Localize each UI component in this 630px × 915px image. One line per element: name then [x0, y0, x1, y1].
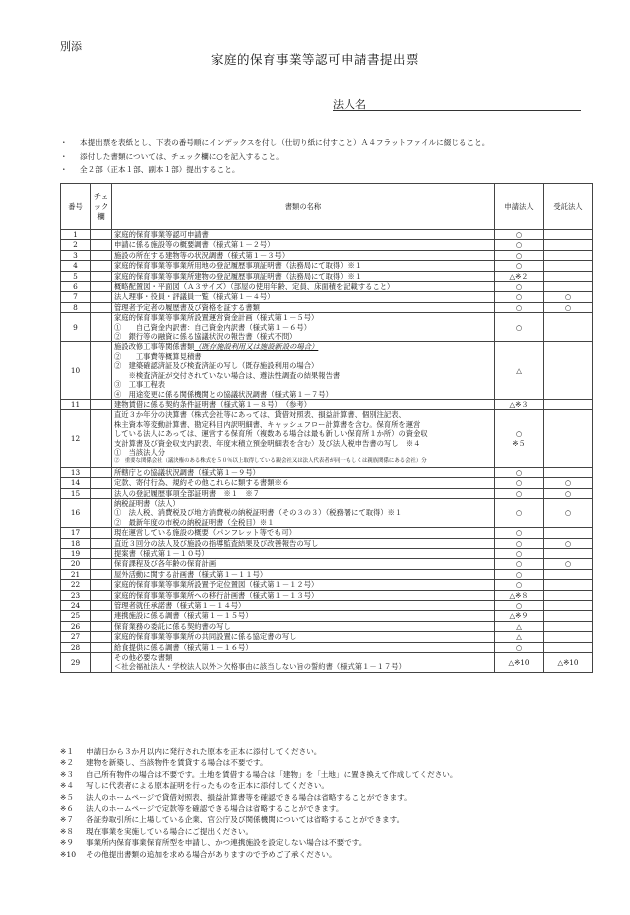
- table-row: [61, 653, 593, 673]
- table-row: [61, 580, 593, 590]
- row-number: 26: [61, 621, 91, 631]
- applicant-mark-value: ○: [515, 261, 523, 271]
- table-row: [61, 271, 593, 281]
- document-name: [112, 488, 495, 498]
- applicant-mark-value: △※10: [508, 657, 530, 667]
- footnote: [60, 769, 457, 780]
- instruction-item: ・ 添付した書類については、チェック欄に○を記入すること。: [60, 150, 489, 164]
- applicant-mark: [495, 653, 544, 673]
- footnote-key: ※９: [60, 838, 74, 848]
- receiver-mark: [544, 282, 593, 292]
- document-name-line: 家庭的保育事業等事業所用地の登記履歴事項証明書（法務局にて取得）※１: [114, 261, 363, 271]
- applicant-mark-value: ○: [515, 250, 523, 260]
- header-receiver: 受託法人: [544, 184, 593, 230]
- table-row: [61, 590, 593, 600]
- footnote-text: 現在事業を実施している場合にご提出ください。: [86, 826, 254, 836]
- check-cell[interactable]: [91, 282, 112, 292]
- document-name-line: している法人にあっては、運営する保育所（複数ある場合は最も新しい保育所１か所）の資金収: [114, 429, 428, 439]
- footnote: [60, 826, 457, 837]
- header-check: チェック欄: [91, 184, 112, 230]
- document-name: [112, 580, 495, 590]
- document-name: [112, 271, 495, 281]
- bullet-icon: ・: [60, 165, 68, 174]
- document-name: [112, 313, 495, 342]
- footnote-text: 法人のホームページで定款等を確認できる場合は省略することができます。: [86, 804, 344, 814]
- table-row: [61, 261, 593, 271]
- table-row: [61, 559, 593, 569]
- applicant-mark-value: ○: [515, 429, 523, 439]
- row-number: 20: [61, 559, 91, 569]
- applicant-mark-value: △: [516, 365, 522, 375]
- receiver-mark: ○: [544, 478, 593, 488]
- applicant-mark: [495, 302, 544, 312]
- check-cell[interactable]: [91, 399, 112, 409]
- check-cell[interactable]: [91, 302, 112, 312]
- footnote: [60, 746, 457, 757]
- check-cell[interactable]: [91, 580, 112, 590]
- receiver-mark: [544, 399, 593, 409]
- document-name: [112, 601, 495, 611]
- applicant-mark-value: ○: [515, 478, 523, 488]
- document-name-line: 家庭的保育事業等事業所の共同設置に係る協定書の写し: [114, 632, 297, 642]
- receiver-mark: [544, 240, 593, 250]
- footnote-key: ※３: [60, 769, 74, 779]
- check-cell[interactable]: [91, 590, 112, 600]
- applicant-mark-note: ※５: [512, 438, 526, 448]
- footnote-key: ※５: [60, 792, 74, 802]
- table-row: [61, 611, 593, 621]
- receiver-mark: [544, 611, 593, 621]
- table-row: [61, 467, 593, 477]
- row-number: 4: [61, 261, 91, 271]
- bullet-icon: ・: [60, 151, 68, 161]
- applicant-mark-value: △※３: [509, 399, 529, 409]
- document-name: [112, 498, 495, 527]
- row-number: 7: [61, 292, 91, 302]
- row-number: 6: [61, 282, 91, 292]
- row-number: 15: [61, 488, 91, 498]
- check-cell[interactable]: [91, 271, 112, 281]
- row-number: 13: [61, 467, 91, 477]
- document-name-line: 建物賃借に係る契約条件証明書（様式第１－８号） （参考）: [114, 399, 312, 409]
- receiver-mark: [544, 580, 593, 590]
- table-row: [61, 632, 593, 642]
- receiver-mark: [544, 621, 593, 631]
- check-cell[interactable]: [91, 498, 112, 527]
- document-name: [112, 549, 495, 559]
- document-name-line: 保育課程及び各年齢の保育計画: [114, 559, 217, 569]
- applicant-mark: [495, 528, 544, 538]
- document-name: [112, 467, 495, 477]
- document-name-line: 支計算書及び資金収支内訳表、年度末積立預金明細表を含む）及び法人税申告書の写し ※４: [114, 438, 421, 448]
- footnote: [60, 757, 457, 768]
- footnote-key: ※７: [60, 815, 74, 825]
- corp-name-label: 法人名: [333, 98, 366, 111]
- document-name-line: 家庭的保育事業等認可申請書: [114, 230, 209, 239]
- table-row: [61, 342, 593, 399]
- document-name-line: ④ 用途変更に係る関係機関との協議状況調書（様式第１－７号）: [114, 389, 333, 399]
- check-cell[interactable]: [91, 632, 112, 642]
- applicant-mark: [495, 292, 544, 302]
- check-cell[interactable]: [91, 621, 112, 631]
- applicant-mark: [495, 478, 544, 488]
- applicant-mark: [495, 569, 544, 579]
- document-name-line: 直近３回分の法人及び施設の指導監査結果及び改善報告の写し: [114, 538, 319, 548]
- applicant-mark-value: ○: [515, 580, 523, 590]
- check-cell[interactable]: [91, 653, 112, 673]
- footnote-text: 写しに代表者による原本証明を行ったものを正本に添付してください。: [86, 781, 329, 791]
- table-row: [61, 399, 593, 409]
- receiver-mark: ○: [544, 559, 593, 569]
- check-cell[interactable]: [91, 240, 112, 250]
- check-cell[interactable]: [91, 538, 112, 548]
- receiver-mark: [544, 549, 593, 559]
- table-row: [61, 240, 593, 250]
- document-title: 家庭的保育事業等認可申請書提出票: [210, 52, 419, 67]
- document-name-line: ② 建築確認済証及び検査済証の写し（既存施設利用の場合）: [114, 361, 319, 371]
- footnote-key: ※８: [60, 826, 74, 836]
- document-name-line: 家庭的保育事業等事業所設置予定位置図（様式第１－１２号）: [114, 580, 319, 590]
- applicant-mark: [495, 410, 544, 467]
- applicant-mark: [495, 282, 544, 292]
- document-name-line: 所轄庁との協議状況調書（様式第１－９号）: [114, 467, 260, 477]
- document-name-line: 保育業務の委託に係る契約書の写し: [114, 621, 231, 631]
- applicant-mark: [495, 240, 544, 250]
- row-number: 3: [61, 250, 91, 260]
- document-name: [112, 538, 495, 548]
- document-name-line: 家庭的保育事業等事業所建物の登記履歴事項証明書（法務局にて取得）※１: [114, 271, 363, 281]
- document-name: [112, 611, 495, 621]
- applicant-mark-value: ○: [515, 467, 523, 477]
- table-row: [61, 498, 593, 527]
- check-cell[interactable]: [91, 342, 112, 399]
- applicant-mark: [495, 399, 544, 409]
- applicant-mark: [495, 488, 544, 498]
- row-number: 14: [61, 478, 91, 488]
- document-name-line: ① 当該法人分: [114, 447, 166, 457]
- document-name-line: 直近３か年分の決算書（株式会社等にあっては、貸借対照表、損益計算書、個別注記表、: [114, 410, 406, 420]
- applicant-mark: [495, 621, 544, 631]
- document-name-line: 施設改修工事等関係書類（既存施設利用又は施設新設の場合）: [114, 342, 319, 352]
- check-cell[interactable]: [91, 261, 112, 271]
- receiver-mark: [544, 342, 593, 399]
- applicant-mark-value: ○: [515, 569, 523, 579]
- document-name-line: 給食提供に係る調書（様式第１－１６号）: [114, 642, 253, 652]
- table-row: [61, 250, 593, 260]
- footnote-text: 申請日から３か月以内に発行された原本を正本に添付してください。: [86, 747, 322, 756]
- receiver-mark: ○: [544, 538, 593, 548]
- footnote-key: ※４: [60, 781, 74, 791]
- document-name: [112, 302, 495, 312]
- table-row: [61, 601, 593, 611]
- applicant-mark: [495, 642, 544, 652]
- row-number: 29: [61, 653, 91, 673]
- table-row: [61, 313, 593, 342]
- document-name: [112, 240, 495, 250]
- table-row: [61, 538, 593, 548]
- document-name-line: 株主資本等変動計算書、勘定科目内訳明細書、キャッシュフロー計算書を含む。保育所を運営: [114, 419, 421, 429]
- document-name: [112, 282, 495, 292]
- check-cell[interactable]: [91, 559, 112, 569]
- footnote: [60, 803, 457, 814]
- applicant-mark-value: ○: [515, 282, 523, 292]
- applicant-mark: [495, 632, 544, 642]
- document-name-line: 家庭的保育事業等事業所設置運営資金計画（様式第１－５号）: [114, 313, 319, 323]
- footnote: [60, 780, 457, 791]
- applicant-mark-value: ○: [515, 230, 523, 239]
- receiver-mark: ○: [544, 488, 593, 498]
- row-number: 19: [61, 549, 91, 559]
- table-row: [61, 549, 593, 559]
- bullet-icon: ・: [60, 138, 68, 147]
- document-name-line: 施設の所在する建物等の状況調書（様式第１－３号）: [114, 250, 290, 260]
- check-cell[interactable]: [91, 601, 112, 611]
- document-name: [112, 399, 495, 409]
- check-cell[interactable]: [91, 467, 112, 477]
- header-document-name: 書類の名称: [112, 184, 495, 230]
- applicant-mark-value: ○: [515, 292, 523, 302]
- underlined-note: （既存施設利用又は施設新設の場合）: [194, 342, 319, 352]
- document-name-line: 提案書（様式第１－１０号）: [114, 549, 209, 558]
- applicant-mark: [495, 611, 544, 621]
- footnote-text: 事業所内保育事業保育所型を申請し、かつ連携施設を設定しない場合は不要です。: [86, 838, 367, 848]
- header-applicant: 申請法人: [495, 184, 544, 230]
- receiver-mark: [544, 569, 593, 579]
- document-name-line: 屋外活動に関する計画書（様式第１－１１号）: [114, 569, 268, 579]
- receiver-mark: ○: [544, 292, 593, 302]
- receiver-mark: ○: [544, 498, 593, 527]
- document-name: [112, 250, 495, 260]
- check-cell[interactable]: [91, 250, 112, 260]
- applicant-mark-value: △: [516, 621, 522, 631]
- document-name-line: ① 法人税、消費税及び地方消費税の納税証明書（その３の３）（税務署にて取得）※１: [114, 508, 403, 518]
- row-number: 21: [61, 569, 91, 579]
- applicant-mark: [495, 590, 544, 600]
- applicant-mark-value: ○: [515, 322, 523, 332]
- row-number: 2: [61, 240, 91, 250]
- applicant-mark-value: ○: [515, 240, 523, 250]
- row-number: 16: [61, 498, 91, 527]
- document-name: [112, 528, 495, 538]
- applicant-mark-value: △※２: [509, 271, 529, 281]
- footnote-text: 法人のホームページで貸借対照表、損益計算書等を確認できる場合は省略することができます。: [86, 792, 412, 802]
- row-number: 27: [61, 632, 91, 642]
- document-name-line: ＜社会福祉法人・学校法人以外＞欠格事由に該当しない旨の誓約書（様式第１－１７号）: [114, 662, 406, 672]
- document-name-line: 家庭的保育事業等事業所への移行計画書（様式第１－１３号）: [114, 590, 319, 600]
- footnote-key: ※２: [60, 758, 74, 768]
- footnote-text: その他提出書類の追加を求める場合がありますので予めご了承ください。: [86, 849, 337, 859]
- row-number: 10: [61, 342, 91, 399]
- instruction-item: ・ 本提出票を表紙とし、下表の番号順にインデックスを付し（仕切り紙に付すこと）Ａ４フラットファイルに綴じること。: [60, 136, 489, 150]
- document-name: [112, 230, 495, 240]
- applicant-mark: [495, 250, 544, 260]
- applicant-mark: [495, 549, 544, 559]
- receiver-mark: [544, 271, 593, 281]
- document-name: [112, 261, 495, 271]
- document-name: [112, 642, 495, 652]
- applicant-mark: [495, 601, 544, 611]
- document-name: [112, 559, 495, 569]
- check-cell[interactable]: [91, 488, 112, 498]
- table-row: [61, 478, 593, 488]
- footnote-key: ※１: [60, 747, 74, 756]
- document-name-line: その他必要な書類: [114, 653, 173, 663]
- applicant-mark-value: ○: [515, 549, 523, 558]
- document-name-line: 法人理事・役員・評議員一覧（様式第１－４号）: [114, 292, 275, 302]
- footnote: [60, 792, 457, 803]
- check-cell[interactable]: [91, 410, 112, 467]
- table-row: [61, 302, 593, 312]
- document-name-line: ② 最新年度の市税の納税証明書（全税目）※１: [114, 517, 275, 527]
- receiver-mark: ○: [544, 302, 593, 312]
- table-row: [61, 569, 593, 579]
- table-header-row: [61, 184, 593, 230]
- row-number: 1: [61, 230, 91, 240]
- footnote: [60, 837, 457, 848]
- table-row: [61, 292, 593, 302]
- check-cell[interactable]: [91, 292, 112, 302]
- document-name-line: ② 工事費等概算見積書: [114, 351, 202, 361]
- receiver-mark: [544, 632, 593, 642]
- document-name-line: ③ 工事工程表: [114, 380, 166, 390]
- document-name-line: 定款、寄付行為、規約その他これらに類する書類※６: [114, 478, 290, 488]
- check-cell[interactable]: [91, 313, 112, 342]
- document-name: [112, 632, 495, 642]
- footnote-text: 各証券取引所に上場している企業、官公庁及び関係機関については省略することができます。: [86, 815, 405, 825]
- document-name: [112, 590, 495, 600]
- document-name-line: ① 自己資金内訳書：自己資金内訳書（様式第１－６号）: [114, 322, 312, 332]
- applicant-mark: [495, 498, 544, 527]
- applicant-mark-value: △: [516, 632, 522, 642]
- row-number: 12: [61, 410, 91, 467]
- applicant-mark-value: ○: [515, 302, 523, 312]
- applicant-mark-value: ○: [515, 538, 523, 548]
- document-name: [112, 292, 495, 302]
- row-number: 18: [61, 538, 91, 548]
- receiver-mark: [544, 410, 593, 467]
- applicant-mark: [495, 342, 544, 399]
- row-number: 25: [61, 611, 91, 621]
- receiver-mark: [544, 601, 593, 611]
- document-name: [112, 478, 495, 488]
- table-row: [61, 642, 593, 652]
- applicant-mark: [495, 261, 544, 271]
- corp-name-field[interactable]: [333, 110, 581, 111]
- document-name: [112, 410, 495, 467]
- applicant-mark: [495, 467, 544, 477]
- document-name: [112, 569, 495, 579]
- table-row: [61, 282, 593, 292]
- check-cell[interactable]: [91, 611, 112, 621]
- instruction-item: ・ 全２部（正本１部、副本１部）提出すること。: [60, 163, 489, 177]
- document-name-line: ※検査済証が交付されていない場合は、遵法性調査の結果報告書: [114, 370, 341, 380]
- applicant-mark-value: ○: [515, 642, 523, 652]
- applicant-mark-value: △※８: [509, 590, 529, 600]
- footnote: [60, 814, 457, 825]
- receiver-mark: [544, 528, 593, 538]
- receiver-mark: [544, 250, 593, 260]
- receiver-mark: [544, 313, 593, 342]
- document-name-line: 申請に係る施設等の概要調書（様式第１－２号）: [114, 240, 275, 250]
- table-row: [61, 230, 593, 240]
- applicant-mark: [495, 313, 544, 342]
- row-number: 5: [61, 271, 91, 281]
- applicant-mark: [495, 230, 544, 240]
- table-row: [61, 528, 593, 538]
- document-name-line: 現在運営している施設の概要（パンフレット等でも可）: [114, 528, 297, 538]
- table-row: [61, 488, 593, 498]
- document-name-line: 概略配置図・平面図（Ａ３サイズ）（部屋の使用年齢、定員、床面積を記載すること）: [114, 282, 395, 292]
- document-name-line: ② 重要な関係会社（議決権のある株式を５０％以上取得している親会社又は法人代表者が同一もしくは親族関係にある会社）分: [114, 458, 427, 465]
- footnote-key: ※６: [60, 804, 74, 814]
- applicant-mark-value: ○: [515, 559, 523, 569]
- document-name: [112, 342, 495, 399]
- footnote-key: ※10: [60, 849, 77, 859]
- instructions: [60, 136, 489, 177]
- applicant-mark: [495, 580, 544, 590]
- document-name-line: 管理者予定者の履歴書及び資格を証する書類: [114, 302, 260, 312]
- footnotes: [60, 746, 457, 860]
- table-row: [61, 410, 593, 467]
- row-number: 24: [61, 601, 91, 611]
- table-row: [61, 621, 593, 631]
- check-cell[interactable]: [91, 230, 112, 240]
- receiver-mark: △※10: [544, 653, 593, 673]
- footnote: [60, 849, 457, 860]
- receiver-mark: [544, 261, 593, 271]
- row-number: 17: [61, 528, 91, 538]
- document-name: [112, 621, 495, 631]
- document-name-line: 納税証明書（法人）: [114, 498, 180, 508]
- applicant-mark: [495, 271, 544, 281]
- check-cell[interactable]: [91, 478, 112, 488]
- footnote-text: 自己所有物件の場合は不要です。土地を賃借する場合は「建物」を「土地」に置き換えて作成してください。: [86, 769, 458, 779]
- row-number: 11: [61, 399, 91, 409]
- footnote-text: 建物を新築し、当該物件を賃貸する場合は不要です。: [86, 758, 268, 768]
- document-name-line: 連携施設に係る調書（様式第１－１５号）: [114, 611, 253, 621]
- check-cell[interactable]: [91, 569, 112, 579]
- applicant-mark-value: ○: [515, 508, 523, 518]
- row-number: 23: [61, 590, 91, 600]
- row-number: 28: [61, 642, 91, 652]
- receiver-mark: [544, 642, 593, 652]
- row-number: 22: [61, 580, 91, 590]
- applicant-mark-value: ○: [515, 488, 523, 498]
- document-checklist-table: [60, 183, 593, 673]
- receiver-mark: [544, 590, 593, 600]
- receiver-mark: [544, 230, 593, 240]
- applicant-mark: [495, 559, 544, 569]
- check-cell[interactable]: [91, 528, 112, 538]
- check-cell[interactable]: [91, 642, 112, 652]
- header-number: 番号: [61, 184, 91, 230]
- applicant-mark-value: ○: [515, 528, 523, 538]
- document-name-line: ② 銀行等の融資に係る協議状況の報告書（様式不問）: [114, 332, 297, 342]
- applicant-mark: [495, 538, 544, 548]
- document-name-line: 管理者就任承諾書（様式第１－１４号）: [114, 601, 246, 611]
- check-cell[interactable]: [91, 549, 112, 559]
- row-number: 9: [61, 313, 91, 342]
- document-name: [112, 653, 495, 673]
- attachment-label: 別添: [60, 40, 82, 53]
- document-name-line: 法人の登記履歴事項全部証明書 ※１ ※７: [114, 488, 260, 498]
- applicant-mark-value: ○: [515, 601, 523, 611]
- row-number: 8: [61, 302, 91, 312]
- receiver-mark: [544, 467, 593, 477]
- applicant-mark-value: △※９: [509, 611, 529, 621]
